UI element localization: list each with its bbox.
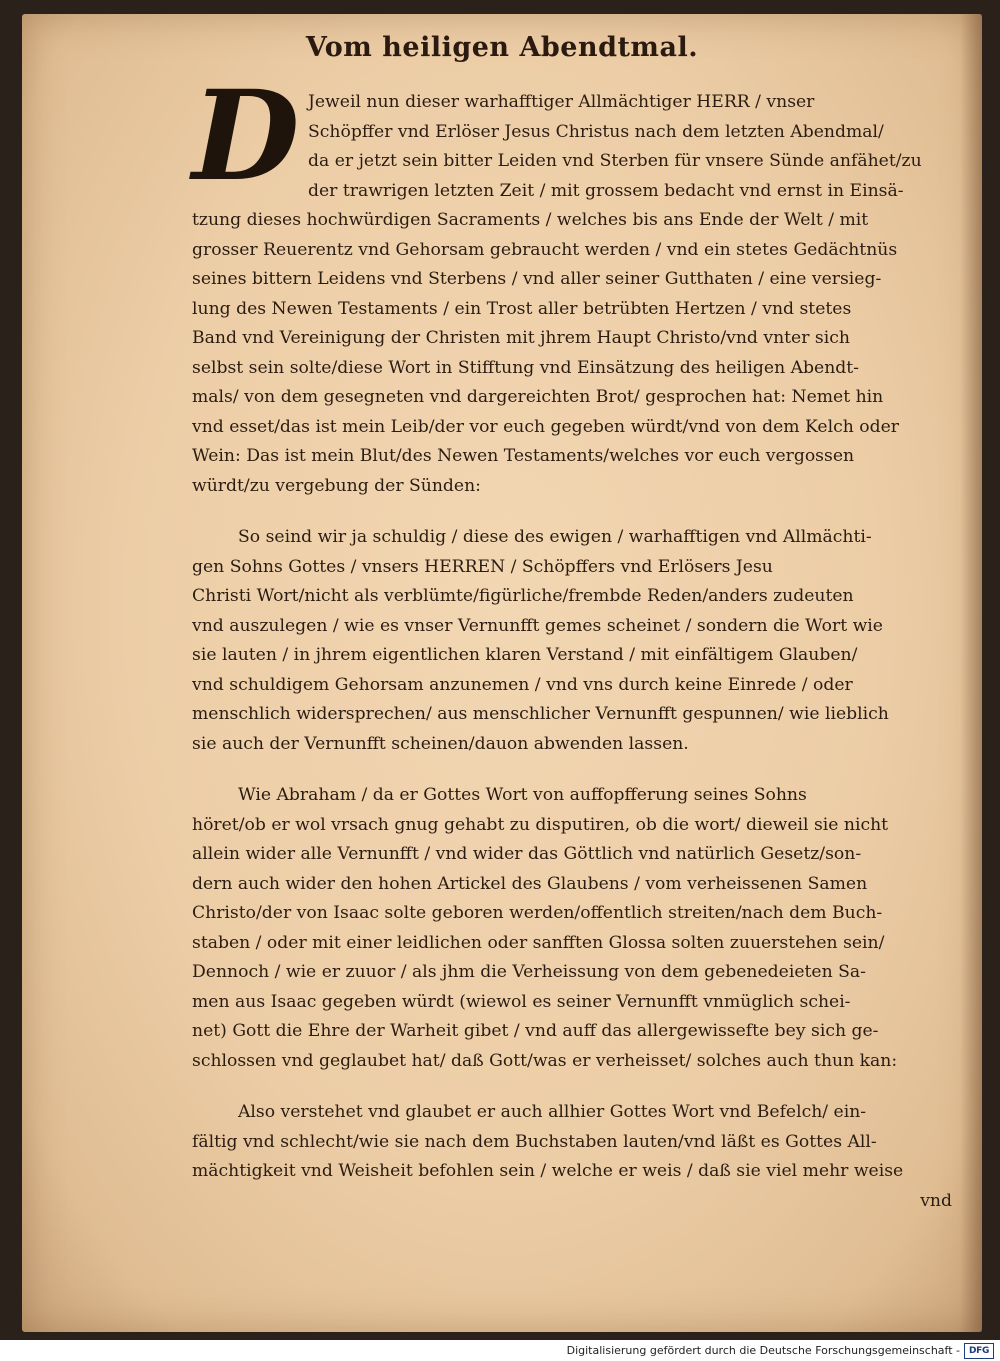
text-line: vnd schuldigem Gehorsam anzunemen / vnd vns durch keine Einrede / oder — [192, 674, 853, 695]
footer-bar — [0, 1340, 1000, 1361]
text-line: vnd esset/das ist mein Leib/der vor euch gegeben würdt/vnd von dem Kelch oder — [192, 416, 899, 437]
text-line: grosser Reuerentz vnd Gehorsam gebraucht werden / vnd ein stetes Gedächtnüs — [192, 239, 898, 260]
text-line: men aus Isaac gegeben würdt (wiewol es seiner Vernunfft vnmüglich schei- — [192, 991, 851, 1012]
text-line: So seind wir ja schuldig / diese des ewigen / warhafftigen vnd Allmächti- — [238, 527, 872, 547]
text-line: seines bittern Leidens vnd Sterbens / vnd aller seiner Gutthaten / eine versieg- — [192, 269, 882, 289]
dfg-logo: DFG — [964, 1343, 994, 1359]
text-line: menschlich widersprechen/ aus menschlicher Vernunfft gespunnen/ wie lieblich — [192, 704, 889, 724]
text-line: Christo/der von Isaac solte geboren werden/offentlich streiten/nach dem Buch- — [192, 903, 883, 923]
text-line: dern auch wider den hohen Artickel des Glaubens / vom verheissenen Samen — [192, 873, 868, 894]
paragraph-4 — [192, 1098, 962, 1216]
text-line: Jeweil nun dieser warhafftiger Allmächtiger HERR / vnser — [308, 92, 815, 112]
paragraph-3 — [192, 781, 962, 1076]
text-line: Band vnd Vereinigung der Christen mit jhrem Haupt Christo/vnd vnter sich — [192, 328, 850, 348]
paragraph-1 — [192, 88, 962, 501]
text-line: sie lauten / in jhrem eigentlichen klaren Verstand / mit einfältigem Glauben/ — [192, 645, 858, 665]
text-line: Schöpffer vnd Erlöser Jesus Christus nach dem letzten Abendmal/ — [308, 121, 884, 142]
text-line: staben / oder mit einer leidlichen oder sanfften Glossa solten zuuerstehen sein/ — [192, 932, 885, 953]
text-line: Christi Wort/nicht als verblümte/figürliche/frembde Reden/anders zudeuten — [192, 586, 854, 606]
text-line: würdt/zu vergebung der Sünden: — [192, 475, 481, 496]
text-line: sie auch der Vernunfft scheinen/dauon abwenden lassen. — [192, 733, 689, 754]
text-line: der trawrigen letzten Zeit / mit grossem bedacht vnd ernst in Einsä- — [308, 180, 904, 201]
text-line: gen Sohns Gottes / vnsers HERREN / Schöpffers vnd Erlösers Jesu — [192, 556, 773, 577]
text-line: allein wider alle Vernunfft / vnd wider das Göttlich vnd natürlich Gesetz/son- — [192, 844, 862, 864]
text-line: mals/ von dem gesegneten vnd dargereichten Brot/ gesprochen hat: Nemet hin — [192, 387, 884, 407]
text-line: da er jetzt sein bitter Leiden vnd Sterben für vnsere Sünde anfähet/zu — [308, 151, 922, 171]
page-sheet — [22, 14, 982, 1332]
text-line: selbst sein solte/diese Wort in Stifftung vnd Einsätzung des heiligen Abendt- — [192, 357, 859, 378]
running-head: Vom heiligen Abendtmal. — [305, 32, 699, 63]
text-line: höret/ob er wol vrsach gnug gehabt zu disputiren, ob die wort/ dieweil sie nicht — [192, 814, 889, 835]
catchword: vnd — [920, 1190, 952, 1211]
page-edge-shadow — [960, 14, 982, 1332]
text-line: fältig vnd schlecht/wie sie nach dem Buchstaben lauten/vnd läßt es Gottes All- — [192, 1131, 877, 1152]
body-text — [192, 88, 962, 1216]
funding-credit: Digitalisierung gefördert durch die Deutsche Forschungsgemeinschaft - — [566, 1344, 960, 1357]
text-line: Dennoch / wie er zuuor / als jhm die Verheissung von dem gebenedeieten Sa- — [192, 962, 866, 982]
text-line: Also verstehet vnd glaubet er auch allhier Gottes Wort vnd Befelch/ ein- — [238, 1102, 867, 1122]
text-line: mächtigkeit vnd Weisheit befohlen sein / welche er weis / daß sie viel mehr weise — [192, 1161, 904, 1181]
text-line: Wein: Das ist mein Blut/des Newen Testaments/welches vor euch vergossen — [192, 446, 855, 466]
text-line: net) Gott die Ehre der Warheit gibet / vnd auff das allergewissefte bey sich ge- — [192, 1021, 879, 1041]
text-line: vnd auszulegen / wie es vnser Vernunfft gemes scheinet / sondern die Wort wie — [192, 615, 883, 636]
drop-cap-letter: D — [192, 64, 300, 209]
text-line: lung des Newen Testaments / ein Trost aller betrübten Hertzen / vnd stetes — [192, 298, 852, 319]
paragraph-2 — [192, 523, 962, 759]
text-line: Wie Abraham / da er Gottes Wort von auffopfferung seines Sohns — [238, 785, 807, 805]
text-line: tzung dieses hochwürdigen Sacraments / welches bis ans Ende der Welt / mit — [192, 210, 869, 230]
text-line: schlossen vnd geglaubet hat/ daß Gott/was er verheisset/ solches auch thun kan: — [192, 1050, 898, 1071]
